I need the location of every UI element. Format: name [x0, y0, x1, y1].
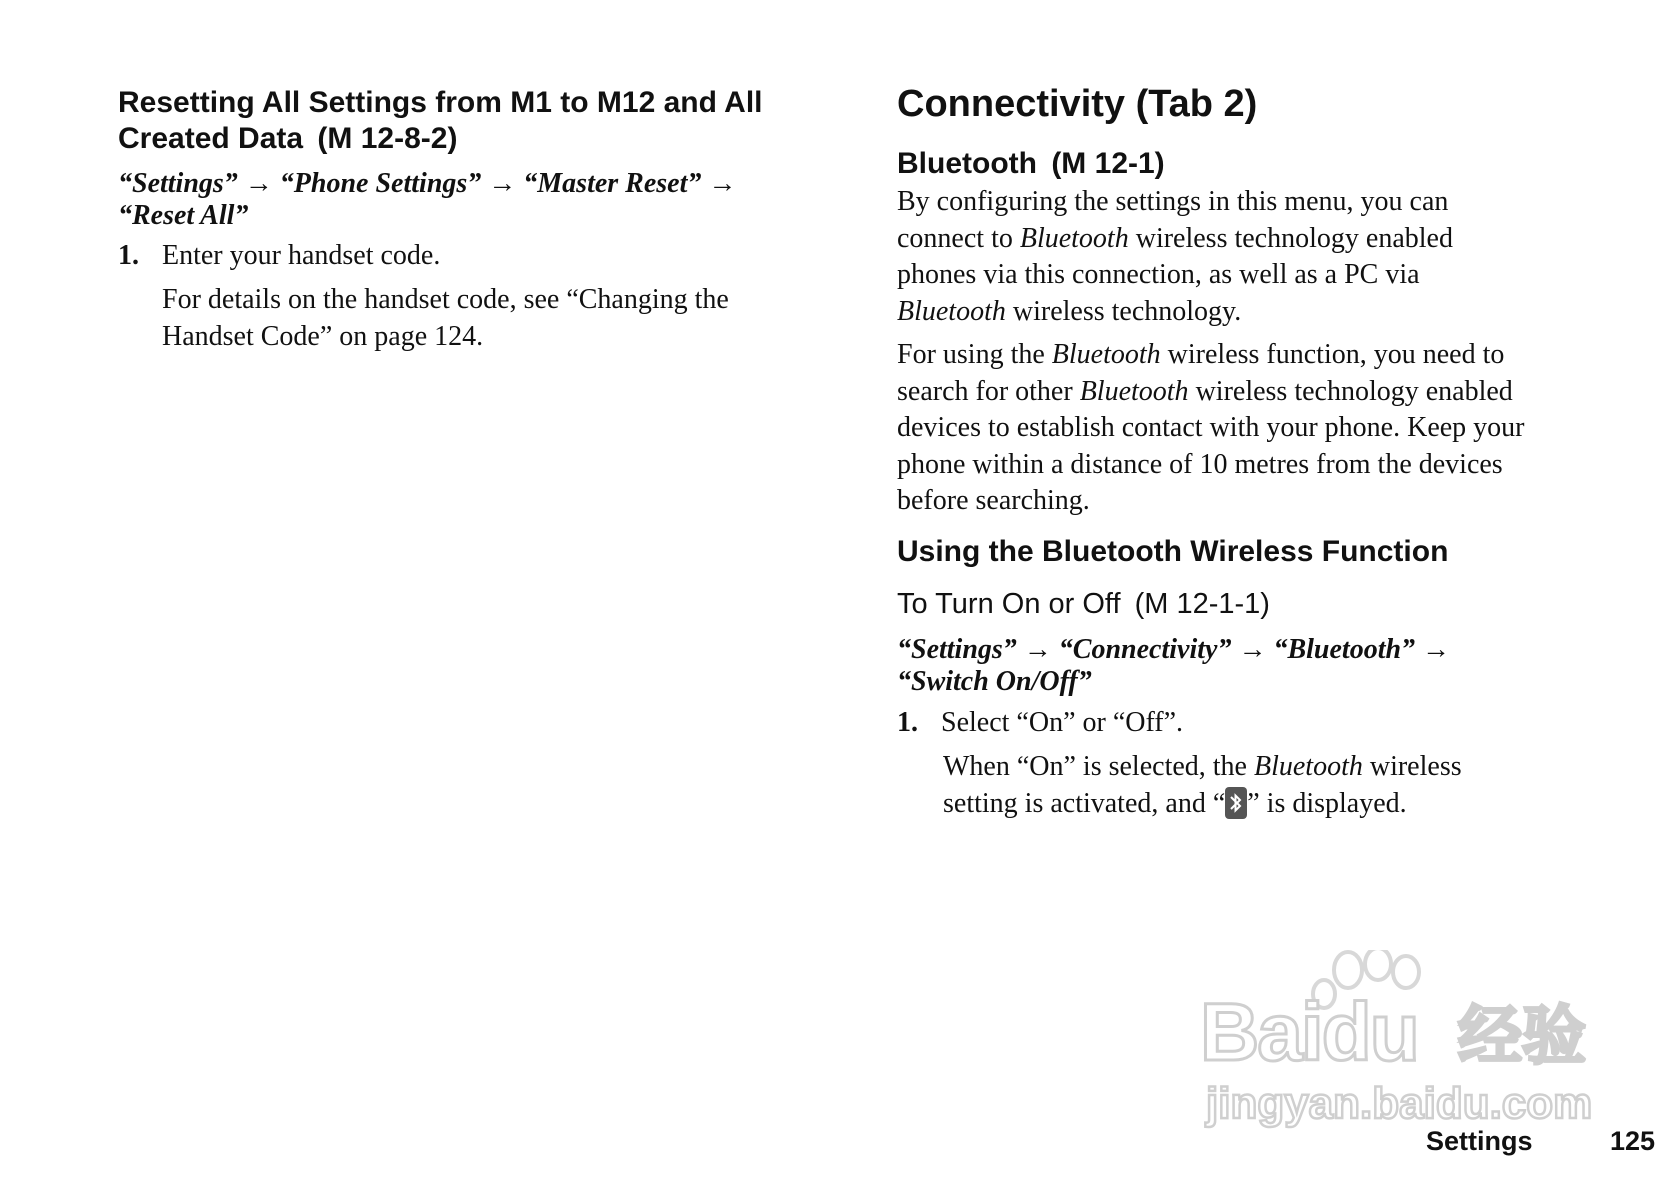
- p1-line2b: Bluetooth: [1019, 222, 1129, 254]
- bluetooth-usage-paragraph: [897, 337, 1617, 520]
- bluetooth-icon: [1225, 787, 1247, 819]
- reset-all-menu-code: (M 12-8-2): [317, 122, 458, 155]
- step-text: Enter your handset code.: [162, 240, 441, 271]
- step-number: 1.: [897, 707, 918, 738]
- detail-line2: Handset Code” on page 124.: [162, 320, 484, 352]
- step-number: 1.: [118, 240, 139, 271]
- footer-page-number: 125: [1610, 1126, 1656, 1156]
- watermark-cn: 经验: [1458, 1000, 1586, 1074]
- p1-line3: phones via this connection, as well as a PC via: [897, 259, 1420, 290]
- detail-line1a: When “On” is selected, the: [943, 751, 1254, 782]
- watermark-brand: Baidu: [1200, 987, 1418, 1078]
- p2-line2a: search for other: [897, 375, 1080, 407]
- turn-on-off-menu-code: (M 12-1-1): [1134, 588, 1270, 620]
- turn-on-off-heading-text: To Turn On or Off: [897, 588, 1121, 620]
- p1-line4a: Bluetooth: [897, 295, 1006, 327]
- bluetooth-menu-code: (M 12-1): [1051, 147, 1165, 180]
- bluetooth-nav-line2: “Switch On/Off”: [897, 666, 1092, 697]
- p1-line2a: connect to: [897, 222, 1020, 254]
- step-text: Select “On” or “Off”.: [941, 707, 1184, 738]
- reset-all-heading: [118, 85, 763, 157]
- bluetooth-heading: [897, 146, 1165, 182]
- p2-line2c: wireless technology enabled: [1188, 375, 1513, 407]
- baidu-jingyan-watermark: [1200, 950, 1600, 1140]
- detail-line1c: wireless: [1362, 751, 1462, 782]
- footer-section-name: Settings: [1426, 1126, 1533, 1156]
- reset-all-heading-line1: Resetting All Settings from M1 to M12 and All: [118, 86, 763, 119]
- bluetooth-nav-line1: “Settings” → “Connectivity” → “Bluetooth” →: [897, 634, 1451, 665]
- bluetooth-heading-text: Bluetooth: [897, 147, 1037, 180]
- reset-all-nav-path: [118, 168, 736, 232]
- detail-line2b: ” is displayed.: [1247, 787, 1407, 819]
- reset-all-step-1-detail: [162, 282, 882, 355]
- p2-line1c: wireless function, you need to: [1160, 339, 1505, 370]
- detail-line2a: setting is activated, and “: [943, 787, 1226, 819]
- p2-line4: phone within a distance of 10 metres from the devices: [897, 448, 1503, 480]
- p2-line3: devices to establish contact with your phone. Keep your: [897, 412, 1525, 443]
- reset-all-nav-line2: “Reset All”: [118, 200, 249, 231]
- reset-all-nav-line1: “Settings” → “Phone Settings” → “Master Reset” →: [118, 168, 737, 199]
- bluetooth-intro-paragraph: [897, 184, 1617, 330]
- p1-line4b: wireless technology.: [1005, 295, 1242, 327]
- p1-line2c: wireless technology enabled: [1128, 222, 1453, 254]
- using-bluetooth-heading: Using the Bluetooth Wireless Function: [897, 535, 1449, 568]
- detail-line1b: Bluetooth: [1253, 751, 1363, 782]
- bluetooth-nav-path: [897, 634, 1450, 698]
- reset-all-heading-line2: Created Data: [118, 122, 304, 155]
- turn-on-off-heading: [897, 586, 1270, 622]
- detail-line1: For details on the handset code, see “Changing the: [162, 284, 729, 315]
- p1-line1: By configuring the settings in this menu, you can: [897, 186, 1449, 217]
- connectivity-title: Connectivity (Tab 2): [897, 83, 1258, 125]
- p2-line1a: For using the: [897, 339, 1052, 370]
- p2-line2b: Bluetooth: [1079, 375, 1189, 407]
- watermark-url: jingyan.baidu.com: [1206, 1079, 1593, 1128]
- bluetooth-step-1-detail: [943, 749, 1663, 822]
- p2-line5: before searching.: [897, 485, 1090, 516]
- p2-line1b: Bluetooth: [1051, 339, 1161, 370]
